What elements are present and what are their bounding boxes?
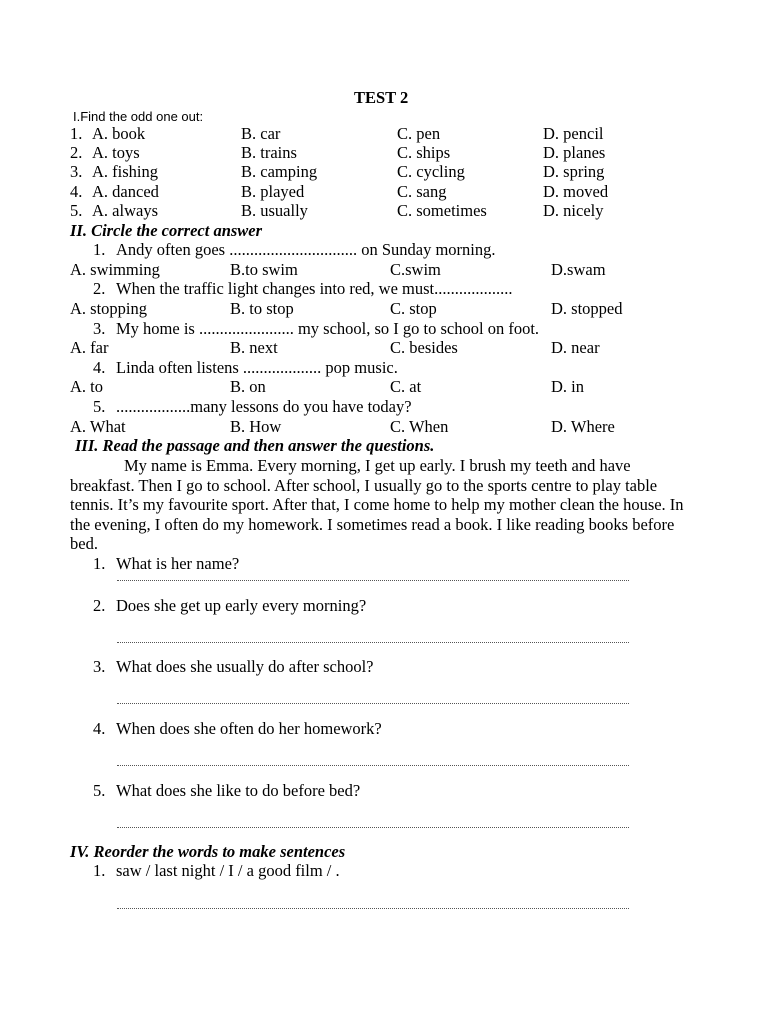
row-number: 4. — [70, 182, 83, 201]
option-a: A. stopping — [70, 299, 148, 318]
option-b: B. trains — [241, 143, 297, 162]
question-text: Andy often goes ............................... on Sunday morning. — [116, 240, 496, 259]
option-d: D. near — [551, 338, 600, 357]
question-number: 4. — [93, 719, 106, 738]
option-b: B. next — [230, 338, 278, 357]
section3-heading: III. Read the passage and then answer the questions. — [75, 436, 435, 455]
option-c: C. sang — [397, 182, 447, 201]
question-text: What is her name? — [116, 554, 240, 573]
question-text: Does she get up early every morning? — [116, 596, 367, 615]
question-number: 3. — [93, 319, 106, 338]
option-d: D.swam — [551, 260, 606, 279]
option-b: B.to swim — [230, 260, 298, 279]
answer-line[interactable] — [117, 642, 629, 643]
option-a: A. book — [92, 124, 146, 143]
question-text: What does she usually do after school? — [116, 657, 374, 676]
row-number: 1. — [70, 124, 83, 143]
question-text: My home is ....................... my school, so I go to school on foot. — [116, 319, 540, 338]
option-c: C. pen — [397, 124, 441, 143]
row-number: 5. — [70, 201, 83, 220]
question-text: When does she often do her homework? — [116, 719, 382, 738]
option-c: C. at — [390, 377, 422, 396]
question-text: What does she like to do before bed? — [116, 781, 361, 800]
answer-line[interactable] — [117, 827, 629, 828]
option-c: C. besides — [390, 338, 458, 357]
option-b: B. played — [241, 182, 305, 201]
option-a: A. always — [92, 201, 158, 220]
section1-heading: I.Find the odd one out: — [73, 109, 204, 124]
option-b: B. camping — [241, 162, 318, 181]
question-number: 2. — [93, 279, 106, 298]
option-c: C. stop — [390, 299, 437, 318]
option-c: C. When — [390, 417, 449, 436]
question-text: When the traffic light changes into red, we must................... — [116, 279, 513, 298]
question-number: 1. — [93, 861, 106, 880]
option-d: D. in — [551, 377, 584, 396]
answer-line[interactable] — [117, 703, 629, 704]
option-c: C. cycling — [397, 162, 465, 181]
option-d: D. pencil — [543, 124, 604, 143]
question-number: 3. — [93, 657, 106, 676]
question-number: 5. — [93, 397, 106, 416]
row-number: 3. — [70, 162, 83, 181]
option-b: B. usually — [241, 201, 308, 220]
row-number: 2. — [70, 143, 83, 162]
option-c: C. sometimes — [397, 201, 487, 220]
option-a: A. to — [70, 377, 103, 396]
section4-heading: IV. Reorder the words to make sentences — [70, 842, 346, 861]
option-b: B. How — [230, 417, 282, 436]
reading-passage: My name is Emma. Every morning, I get up early. I brush my teeth and have breakfast. Then I go to school. After school, I usually go to the sports centre to play table tennis. It’s my favourite sport. After that, I come home to help my mother clean the house. In the evening, I often do my homework. I sometimes read a book. I like reading books before bed. — [70, 456, 684, 554]
answer-line[interactable] — [117, 908, 629, 909]
section2-heading: II. Circle the correct answer — [70, 221, 263, 240]
option-b: B. to stop — [230, 299, 294, 318]
option-a: A. swimming — [70, 260, 160, 279]
option-b: B. on — [230, 377, 266, 396]
question-text: saw / last night / I / a good film / . — [116, 861, 340, 880]
option-d: D. nicely — [543, 201, 604, 220]
question-number: 1. — [93, 554, 106, 573]
option-b: B. car — [241, 124, 281, 143]
question-number: 1. — [93, 240, 106, 259]
answer-line[interactable] — [117, 765, 629, 766]
option-a: A. danced — [92, 182, 159, 201]
option-d: D. planes — [543, 143, 606, 162]
option-a: A. fishing — [92, 162, 158, 181]
option-d: D. moved — [543, 182, 609, 201]
page-title: TEST 2 — [354, 88, 409, 107]
option-c: C. ships — [397, 143, 451, 162]
question-text: ..................many lessons do you have today? — [116, 397, 412, 416]
question-number: 2. — [93, 596, 106, 615]
option-a: A. far — [70, 338, 109, 357]
answer-line[interactable] — [117, 580, 629, 581]
question-number: 5. — [93, 781, 106, 800]
option-a: A. toys — [92, 143, 140, 162]
option-d: D. Where — [551, 417, 615, 436]
option-c: C.swim — [390, 260, 441, 279]
question-number: 4. — [93, 358, 106, 377]
option-d: D. stopped — [551, 299, 623, 318]
option-a: A. What — [70, 417, 126, 436]
question-text: Linda often listens ................... pop music. — [116, 358, 398, 377]
option-d: D. spring — [543, 162, 605, 181]
